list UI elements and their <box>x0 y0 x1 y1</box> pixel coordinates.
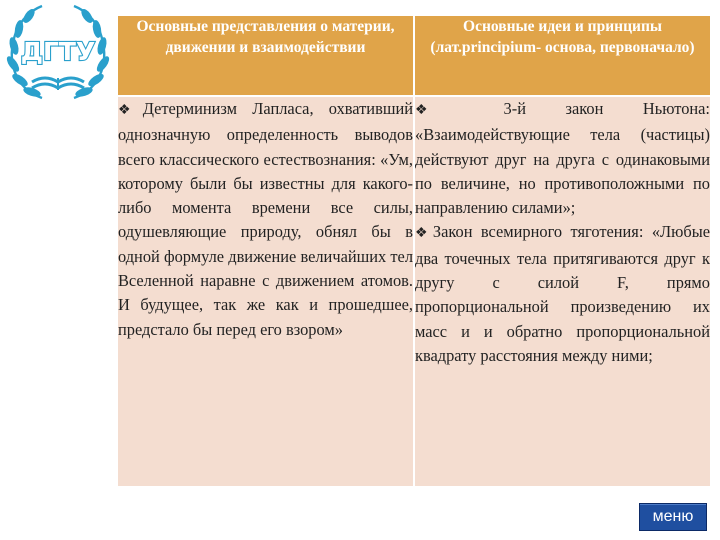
diamond-bullet-icon: ❖ <box>415 226 432 242</box>
paragraph-gravitation-law: ❖Закон всемирного тяготения: «Любые два точечных тела притягиваются друг к другу с силой F, прямо пропорциональной произведению их масс и и обратно пропорциональной квадрату расстояния между ними; <box>415 222 710 365</box>
paragraph-laplace-determinism: ❖Детерминизм Лапласа, охвативший однозначную определенность выводов всего классического естествознания: «Ум, которому были бы известны для какого-либо момента времени все силы, одушевляющие природу, обнял бы в одной формуле движение величайших тел Вселенной наравне с движением атомов. И будущее, так же как и прошедшее, предстало бы перед его взором» <box>118 99 413 339</box>
logo-text: ДГТУ <box>20 37 96 66</box>
comparison-table <box>118 16 710 486</box>
cell-newton <box>414 96 710 486</box>
paragraph-newton-third-law: ❖ 3-й закон Ньютона: «Взаимодействующие тела (частицы) действуют друг на друга с одинаковыми по величине, но противоположными по направлению силами»; <box>415 99 710 218</box>
menu-button[interactable]: меню <box>639 503 707 531</box>
diamond-bullet-icon: ❖ <box>415 103 463 118</box>
header-cell-representations: Основные представления о материи, движении и взаимодействии <box>118 16 414 96</box>
cell-laplace <box>118 96 414 486</box>
body-row <box>118 96 710 486</box>
header-row <box>118 16 710 96</box>
university-logo <box>2 2 114 110</box>
header-cell-principles: Основные идеи и принципы (лат.principium- основа, первоначало) <box>414 16 710 96</box>
diamond-bullet-icon: ❖ <box>118 103 142 118</box>
